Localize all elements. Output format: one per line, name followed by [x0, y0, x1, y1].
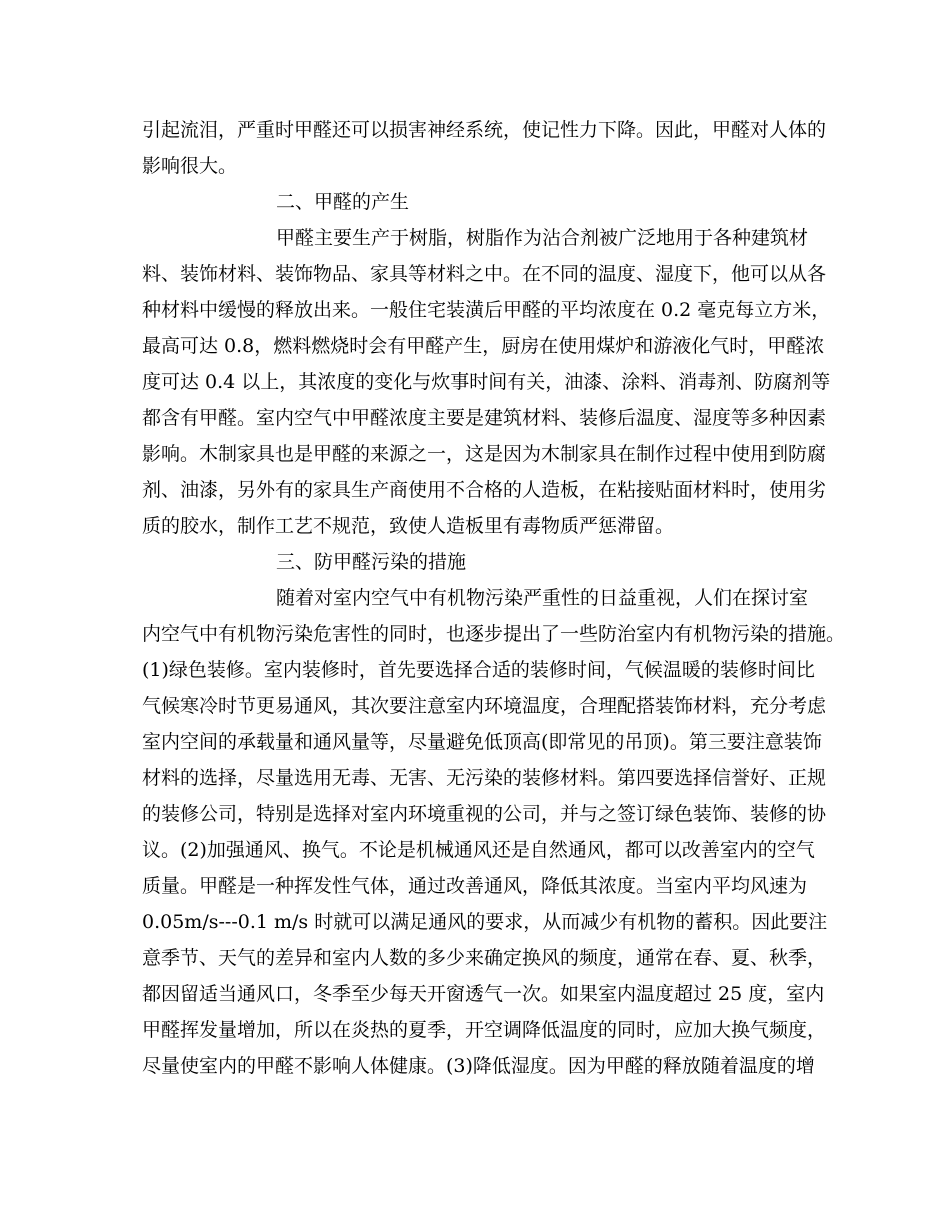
- paragraph-line: 都含有甲醛。室内空气中甲醛浓度主要是建筑材料、装修后温度、湿度等多种因素: [142, 407, 827, 429]
- paragraph-line: (1)绿色装修。室内装修时，首先要选择合适的装修时间，气候温暖的装修时间比: [142, 659, 815, 681]
- paragraph-line: 影响。木制家具也是甲醛的来源之一，这是因为木制家具在制作过程中使用到防腐: [142, 443, 827, 465]
- paragraph-line: 甲醛主要生产于树脂，树脂作为沾合剂被广泛地用于各种建筑材: [276, 227, 809, 249]
- paragraph-line: 引起流泪，严重时甲醛还可以损害神经系统，使记性力下降。因此，甲醛对人体的: [142, 119, 827, 141]
- paragraph-line: 最高可达 0.8，燃料燃烧时会有甲醛产生，厨房在使用煤炉和游液化气时，甲醛浓: [142, 335, 825, 357]
- paragraph-line: 质的胶水，制作工艺不规范，致使人造板里有毒物质严惩滞留。: [142, 515, 675, 537]
- paragraph-line: 质量。甲醛是一种挥发性气体，通过改善通风，降低其浓度。当室内平均风速为: [142, 875, 808, 897]
- section-heading: 二、甲醛的产生: [276, 191, 410, 213]
- paragraph-line: 的装修公司，特别是选择对室内环境重视的公司，并与之签订绿色装饰、装修的协: [142, 803, 827, 825]
- paragraph-line: 气候寒冷时节更易通风，其次要注意室内环境温度，合理配搭装饰材料，充分考虑: [142, 695, 827, 717]
- section-heading: 三、防甲醛污染的措施: [276, 551, 467, 573]
- paragraph-line: 室内空间的承载量和通风量等，尽量避免低顶高(即常见的吊顶)。第三要注意装饰: [142, 731, 822, 753]
- paragraph-line: 意季节、天气的差异和室内人数的多少来确定换风的频度，通常在春、夏、秋季，: [142, 947, 827, 969]
- paragraph-line: 影响很大。: [142, 155, 238, 177]
- paragraph-line: 内空气中有机物污染危害性的同时，也逐步提出了一些防治室内有机物污染的措施。: [142, 623, 846, 645]
- paragraph-line: 料、装饰材料、装饰物品、家具等材料之中。在不同的温度、湿度下，他可以从各: [142, 263, 827, 285]
- paragraph-line: 议。(2)加强通风、换气。不论是机械通风还是自然通风，都可以改善室内的空气: [142, 839, 815, 861]
- paragraph-line: 都因留适当通风口，冬季至少每天开窗透气一次。如果室内温度超过 25 度，室内: [142, 983, 825, 1005]
- paragraph-line: 0.05m/s---0.1 m/s 时就可以满足通风的要求，从而减少有机物的蓄积。因此要注: [142, 911, 828, 933]
- paragraph-line: 剂、油漆，另外有的家具生产商使用不合格的人造板，在粘接贴面材料时，使用劣: [142, 479, 827, 501]
- paragraph-line: 度可达 0.4 以上，其浓度的变化与炊事时间有关，油漆、涂料、消毒剂、防腐剂等: [142, 371, 831, 393]
- paragraph-line: 尽量使室内的甲醛不影响人体健康。(3)降低湿度。因为甲醛的释放随着温度的增: [142, 1055, 815, 1077]
- paragraph-line: 材料的选择，尽量选用无毒、无害、无污染的装修材料。第四要选择信誉好、正规: [142, 767, 827, 789]
- paragraph-line: 随着对室内空气中有机物污染严重性的日益重视，人们在探讨室: [276, 587, 809, 609]
- paragraph-line: 甲醛挥发量增加，所以在炎热的夏季，开空调降低温度的同时，应加大换气频度，: [142, 1019, 827, 1041]
- paragraph-line: 种材料中缓慢的释放出来。一般住宅装潢后甲醛的平均浓度在 0.2 毫克每立方米，: [142, 299, 831, 321]
